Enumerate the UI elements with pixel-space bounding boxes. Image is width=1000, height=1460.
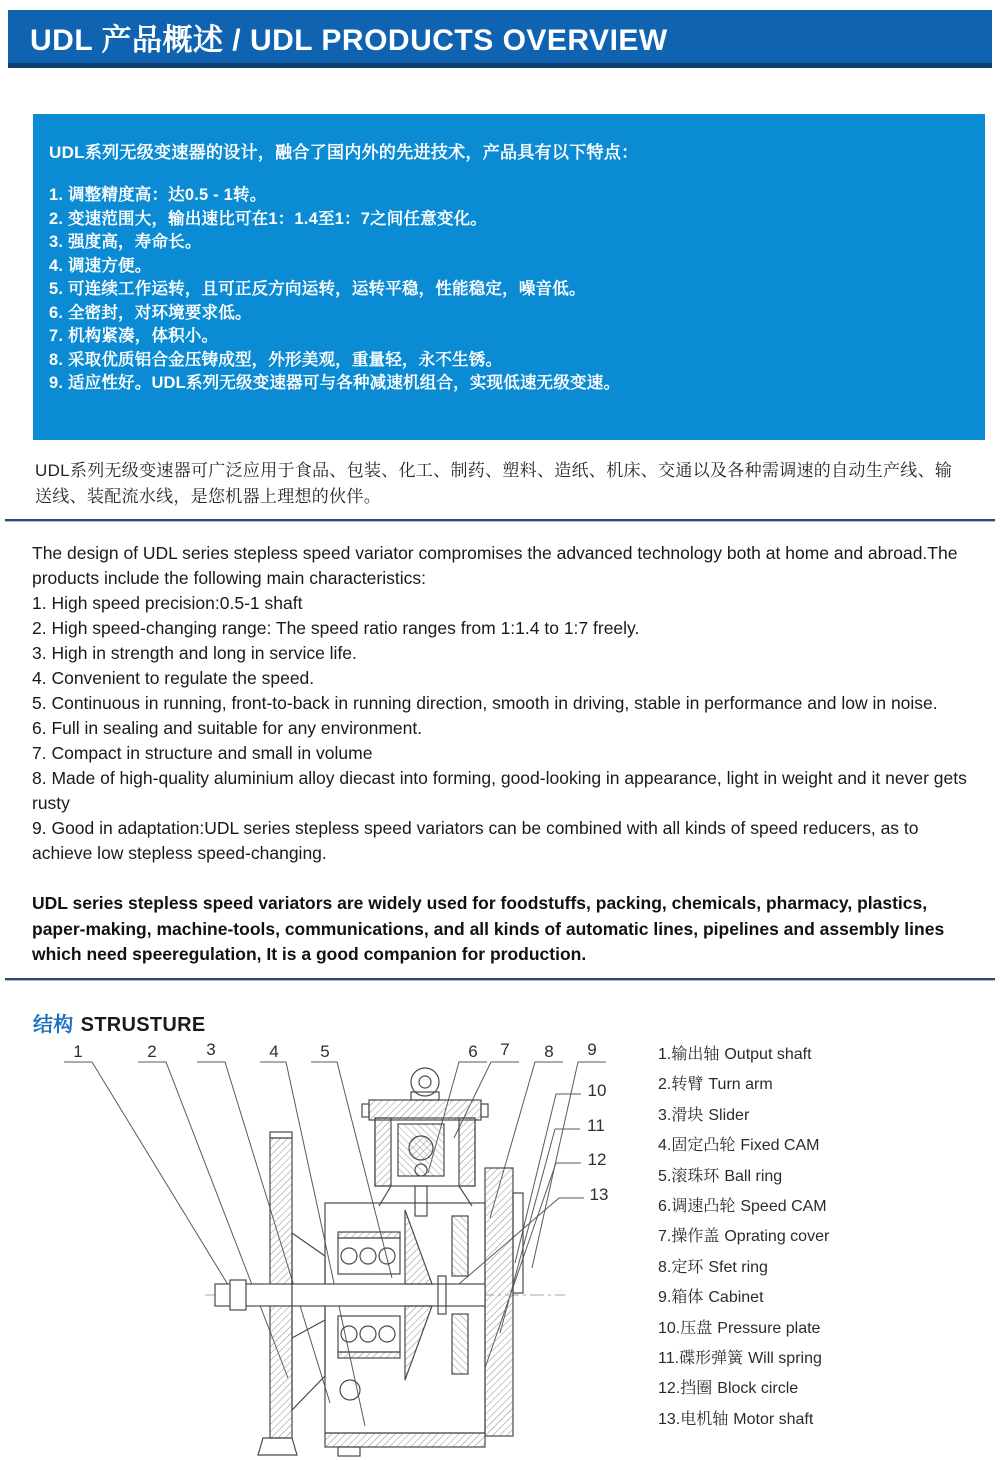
part-item: 2.转臂 Turn arm <box>658 1076 773 1094</box>
application-paragraph-en: UDL series stepless speed variators are widely used for foodstuffs, packing, chemicals, pharmacy, plastics, paper-making, machine-tools, communications, and all kinds of automatic lines, pipelines and assembly lines which need speeregulation, It is a good companion for production. <box>32 893 945 964</box>
structure-section-title <box>33 1008 206 1037</box>
part-item: 7.操作盖 Oprating cover <box>658 1228 830 1246</box>
features-en-block <box>32 541 977 866</box>
feature-cn-item: 6. 全密封，对环境要求低。 <box>49 303 252 322</box>
application-paragraph-cn: UDL系列无级变速器可广泛应用于食品、包装、化工、制药、塑料、造纸、机床、交通以及各种需调速的自动生产线、输送线、装配流水线，是您机器上理想的伙伴。 <box>35 461 953 506</box>
callout-8: 8 <box>544 1042 554 1061</box>
feature-cn-item: 9. 适应性好。UDL系列无级变速器可与各种减速机组合，实现低速无级变速。 <box>49 374 621 392</box>
part-item: 3.滑块 Slider <box>658 1106 750 1124</box>
structure-title-cn: 结构 <box>33 1014 74 1036</box>
feature-cn-item: 5. 可连续工作运转，且可正反方向运转，运转平稳，性能稳定，噪音低。 <box>49 280 586 298</box>
divider-rule <box>5 519 995 522</box>
callout-5: 5 <box>320 1042 330 1061</box>
callout-10: 10 <box>587 1081 607 1100</box>
divider-rule <box>5 978 995 981</box>
feature-cn-item: 7. 机构紧凑，体积小。 <box>49 327 219 345</box>
feature-en-item: 6. Full in sealing and suitable for any environment. <box>32 718 423 738</box>
feature-en-item: 8. Made of high-quality aluminium alloy diecast into forming, good-looking in appearance, light in weight and it never gets rusty <box>32 768 967 813</box>
feature-en-item: 1. High speed precision:0.5-1 shaft <box>32 593 303 613</box>
part-item: 9.箱体 Cabinet <box>658 1289 764 1307</box>
callout-2: 2 <box>147 1042 157 1061</box>
parts-list <box>658 1040 988 1435</box>
callout-13: 13 <box>589 1185 609 1204</box>
callout-numbers <box>73 1040 608 1204</box>
part-item: 6.调速凸轮 Speed CAM <box>658 1197 827 1215</box>
feature-en-item: 2. High speed-changing range: The speed ratio ranges from 1:1.4 to 1:7 freely. <box>32 618 640 638</box>
feature-cn-item: 1. 调整精度高：达0.5 - 1转。 <box>49 186 267 204</box>
feature-en-item: 3. High in strength and long in service life. <box>32 643 357 663</box>
features-cn-intro: UDL系列无级变速器的设计，融合了国内外的先进技术，产品具有以下特点： <box>49 143 639 162</box>
callout-9: 9 <box>587 1040 597 1059</box>
callout-4: 4 <box>269 1042 279 1061</box>
part-item: 13.电机轴 Motor shaft <box>658 1410 814 1428</box>
feature-en-item: 5. Continuous in running, front-to-back in running direction, smooth in driving, stable in performance and low in noise. <box>32 693 938 713</box>
features-cn-panel <box>33 114 985 440</box>
callout-7: 7 <box>500 1040 510 1059</box>
page-header <box>8 10 992 68</box>
feature-en-item: 9. Good in adaptation:UDL series stepless speed variators can be combined with all kinds of speed reducers, as to achieve low stepless speed-changing. <box>32 818 919 863</box>
part-item: 12.挡圈 Block circle <box>658 1380 799 1398</box>
callout-3: 3 <box>206 1040 216 1059</box>
feature-en-item: 7. Compact in structure and small in volume <box>32 743 373 763</box>
part-item: 10.压盘 Pressure plate <box>658 1319 821 1337</box>
variator-cross-section <box>205 1068 565 1456</box>
structure-title-en: STRUSTURE <box>80 1014 206 1036</box>
feature-en-item: 4. Convenient to regulate the speed. <box>32 668 315 688</box>
structure-diagram <box>20 1038 640 1460</box>
feature-cn-item: 4. 调速方便。 <box>49 256 152 275</box>
feature-cn-item: 2. 变速范围大，输出速比可在1：1.4至1：7之间任意变化。 <box>49 209 488 228</box>
part-item: 1.输出轴 Output shaft <box>658 1046 812 1063</box>
feature-cn-item: 3. 强度高，寿命长。 <box>49 233 202 251</box>
part-item: 5.滚珠环 Ball ring <box>658 1167 783 1185</box>
features-en-intro: The design of UDL series stepless speed variator compromises the advanced technology both at home and abroad.The products include the following main characteristics: <box>32 543 958 588</box>
callout-11: 11 <box>587 1116 605 1135</box>
part-item: 4.固定凸轮 Fixed CAM <box>658 1137 820 1155</box>
callout-leader-lines <box>64 1062 606 1426</box>
part-item: 8.定环 Sfet ring <box>658 1258 768 1276</box>
callout-1: 1 <box>73 1042 83 1061</box>
callout-12: 12 <box>587 1150 607 1169</box>
feature-cn-item: 8. 采取优质铝合金压铸成型，外形美观，重量轻，永不生锈。 <box>49 350 503 369</box>
part-item: 11.碟形弹簧 Will spring <box>658 1349 822 1367</box>
page-title: UDL 产品概述 / UDL PRODUCTS OVERVIEW <box>30 23 668 57</box>
callout-6: 6 <box>468 1042 478 1061</box>
